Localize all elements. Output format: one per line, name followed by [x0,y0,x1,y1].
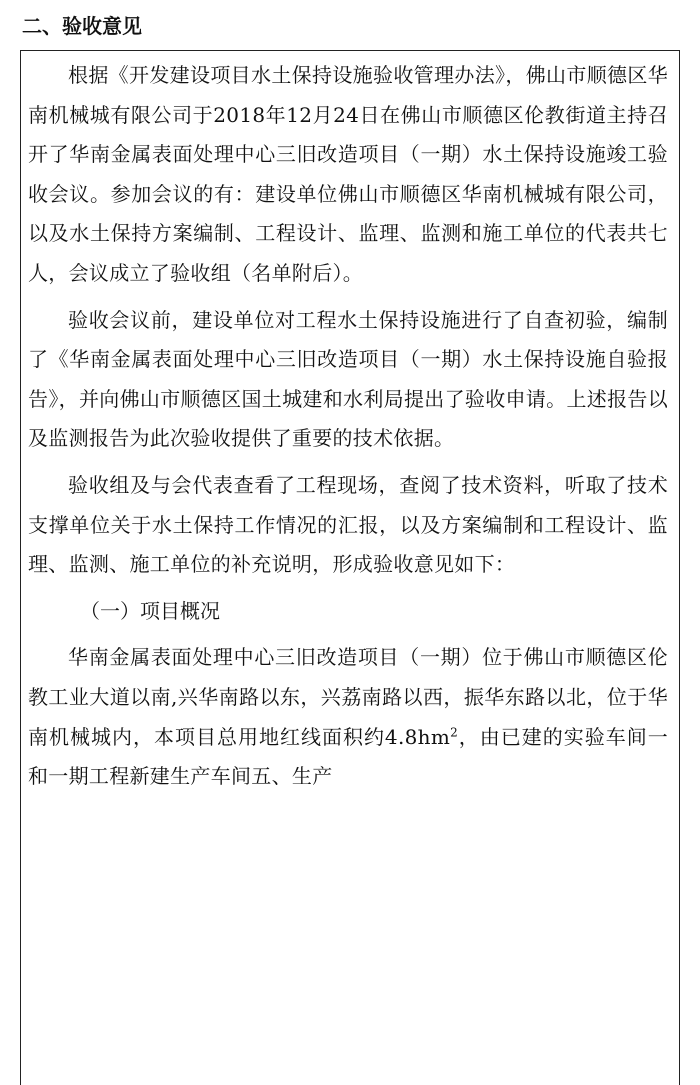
paragraph-meeting-intro: 根据《开发建设项目水土保持设施验收管理办法》，佛山市顺德区华南机械城有限公司于2018年12月24日在佛山市顺德区伦教街道主持召开了华南金属表面处理中心三旧改造项目（一期）水土保持设施竣工验收会议。参加会议的有：建设单位佛山市顺德区华南机械城有限公司，以及水土保持方案编制、工程设计、监理、监测和施工单位的代表共七人，会议成立了验收组（名单附后）。 [28,63,668,285]
document-body [28,56,668,804]
subheading-project-overview: （一）项目概况 [80,598,220,623]
section-title: 二、验收意见 [22,14,142,38]
project-location-text-continued: ，由已建的实验车间一和一期工程新建生产车间五、生产 [28,724,668,789]
paragraph-acceptance-opinion: 验收组及与会代表查看了工程现场，查阅了技术资料，听取了技术支撑单位关于水土保持工作情况的汇报，以及方案编制和工程设计、监理、监测、施工单位的补充说明，形成验收意见如下： [28,472,668,577]
project-location-text: 华南金属表面处理中心三旧改造项目（一期）位于佛山市顺德区伦教工业大道以南,兴华南路以东，兴荔南路以西，振华东路以北，位于华南机械城内，本项目总用地红线面积约4.8hm [28,645,668,749]
paragraph-project-location [28,638,668,796]
area-unit-superscript: 2 [450,724,459,739]
paragraph-self-inspection: 验收会议前，建设单位对工程水土保持设施进行了自查初验，编制了《华南金属表面处理中心三旧改造项目（一期）水土保持设施自验报告》，并向佛山市顺德区国土城建和水利局提出了验收申请。上述报告以及监测报告为此次验收提供了重要的技术依据。 [28,307,668,451]
